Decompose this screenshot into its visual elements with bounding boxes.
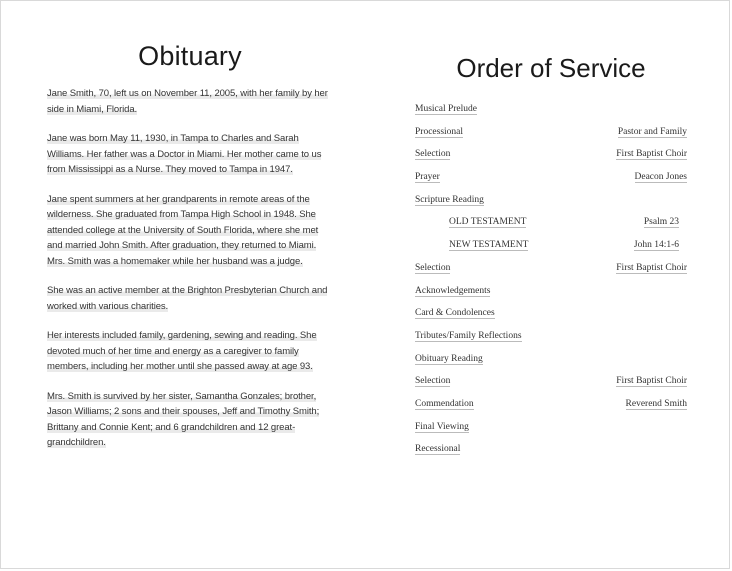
obituary-paragraph bbox=[47, 86, 333, 117]
obituary-paragraph bbox=[47, 389, 333, 451]
service-item bbox=[415, 354, 687, 377]
obituary-body bbox=[47, 86, 333, 451]
obituary-column bbox=[47, 41, 333, 465]
service-list bbox=[415, 104, 687, 467]
service-item-label: Selection bbox=[415, 149, 451, 160]
obituary-title: Obituary bbox=[138, 41, 242, 71]
service-item-performer: First Baptist Choir bbox=[616, 376, 687, 387]
obituary-paragraph-text: Mrs. Smith is survived by her sister, Samantha Gonzales; brother, Jason Williams; 2 sons and their spouses, Jeff and Timothy Smith; Brittany and Connie Kent; and 6 grandchildren and 12 great-grandchildren. bbox=[47, 390, 320, 448]
service-item-label: Tributes/Family Reflections bbox=[415, 330, 522, 341]
service-item-performer: Reverend Smith bbox=[625, 398, 687, 409]
service-item bbox=[415, 195, 687, 218]
service-item bbox=[415, 104, 687, 127]
service-item-label: Commendation bbox=[415, 398, 474, 409]
obituary-paragraph-text: Jane Smith, 70, left us on November 11, 2005, with her family by her side in Miami, Florida. bbox=[47, 88, 328, 115]
service-item-performer: Pastor and Family bbox=[617, 126, 687, 137]
service-item-performer: First Baptist Choir bbox=[616, 149, 687, 160]
obituary-paragraph bbox=[47, 131, 333, 178]
service-item bbox=[415, 172, 687, 195]
service-item-label: Final Viewing bbox=[415, 421, 469, 432]
service-item-label: OLD TESTAMENT bbox=[449, 217, 527, 228]
service-item-performer: First Baptist Choir bbox=[616, 262, 687, 273]
service-item bbox=[415, 286, 687, 309]
service-item bbox=[415, 127, 687, 150]
service-item bbox=[415, 308, 687, 331]
obituary-paragraph bbox=[47, 283, 333, 314]
obituary-paragraph-text: She was an active member at the Brighton Presbyterian Church and worked with various charities. bbox=[47, 285, 328, 312]
service-item-performer: Psalm 23 bbox=[643, 217, 679, 228]
service-item-label: Recessional bbox=[415, 444, 461, 455]
service-item bbox=[415, 263, 687, 286]
service-item-label: Acknowledgements bbox=[415, 285, 491, 296]
service-item-label: Selection bbox=[415, 262, 451, 273]
service-item bbox=[415, 149, 687, 172]
order-of-service-column bbox=[415, 53, 687, 467]
service-item-label: Scripture Reading bbox=[415, 194, 484, 205]
service-item-label: Card & Condolences bbox=[415, 308, 495, 319]
service-item bbox=[415, 444, 687, 467]
service-item-label: Musical Prelude bbox=[415, 104, 478, 114]
obituary-paragraph bbox=[47, 328, 333, 375]
service-item-label: Processional bbox=[415, 126, 464, 137]
service-item-label: NEW TESTAMENT bbox=[449, 240, 529, 251]
service-item bbox=[415, 399, 687, 422]
service-item-label: Selection bbox=[415, 376, 451, 387]
service-item-performer: Deacon Jones bbox=[634, 172, 687, 183]
service-item bbox=[415, 422, 687, 445]
obituary-paragraph-text: Jane spent summers at her grandparents in remote areas of the wilderness. She graduated from Tampa High School in 1948. She attended college at the University of South Florida, where she met and married John Smith. After graduation, they returned to Miami. Mrs. Smith was a homemaker while her husband was a judge. bbox=[47, 193, 319, 267]
service-item bbox=[415, 217, 687, 240]
service-item-label: Prayer bbox=[415, 172, 440, 183]
order-of-service-title: Order of Service bbox=[456, 53, 646, 83]
obituary-paragraph-text: Her interests included family, gardening, sewing and reading. She devoted much of her time and energy as a caregiver to family members, including her mother until she passed away at age 93. bbox=[47, 330, 317, 372]
service-item bbox=[415, 331, 687, 354]
service-item bbox=[415, 240, 687, 263]
service-item-label: Obituary Reading bbox=[415, 353, 483, 364]
obituary-paragraph bbox=[47, 192, 333, 270]
service-item bbox=[415, 376, 687, 399]
service-item-performer: John 14:1-6 bbox=[633, 240, 679, 251]
obituary-paragraph-text: Jane was born May 11, 1930, in Tampa to Charles and Sarah Williams. Her father was a Doctor in Miami. Her mother came to us from Mississippi as a Nurse. They moved to Tampa in 1947. bbox=[47, 133, 322, 175]
